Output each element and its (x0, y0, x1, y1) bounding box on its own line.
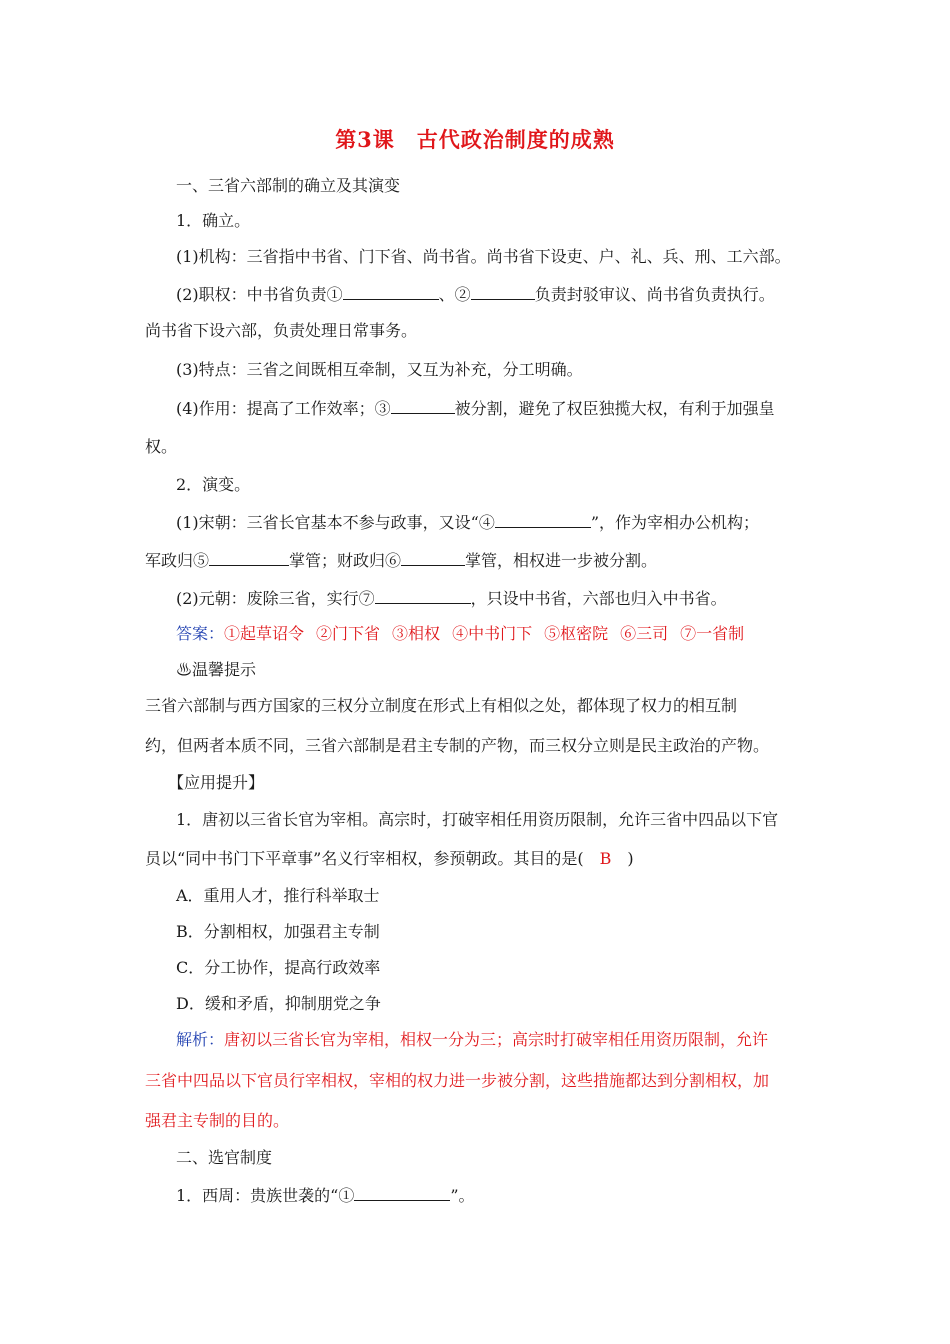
item1-features: (3)特点：三省之间既相互牵制，又互为补充，分工明确。 (176, 360, 583, 379)
item2-song-cont (145, 550, 657, 571)
song-text-c: 军政归⑤ (145, 551, 210, 570)
blank-8 (354, 1185, 450, 1201)
answer-item: ①起草诏令 (224, 624, 305, 643)
answer-item: ③相权 (392, 624, 441, 643)
answer-item: ⑤枢密院 (544, 624, 609, 643)
question1-stem: 员以“同中书门下平章事”名义行宰相权，参预朝政。其目的是( (145, 849, 584, 868)
answer-line (176, 624, 744, 644)
analysis-line2: 三省中四品以下官员行宰相权，宰相的权力进一步被分割，这些措施都达到分割相权，加 (145, 1071, 770, 1090)
xizhou-text-a: 1．西周：贵族世袭的“① (176, 1186, 355, 1205)
option-b: B．分割相权，加强君主专制 (176, 922, 380, 941)
section2-heading: 二、选官制度 (176, 1148, 273, 1167)
answer-label: 答案： (176, 624, 225, 643)
apply-heading: 【应用提升】 (168, 773, 265, 792)
tip-text-line2: 约，但两者本质不同，三省六部制是君主专制的产物，而三权分立则是民主政治的产物。 (145, 736, 770, 755)
item1-effect (176, 398, 775, 419)
section1-heading: 一、三省六部制的确立及其演变 (176, 176, 401, 195)
yuan-text-a: (2)元朝：废除三省，实行⑦ (176, 589, 375, 608)
blank-2 (471, 284, 535, 300)
section1-item2: 2．演变。 (176, 475, 251, 494)
option-c: C．分工协作，提高行政效率 (176, 958, 381, 977)
item1-duties (176, 284, 775, 305)
analysis-label: 解析： (176, 1030, 225, 1049)
blank-1 (343, 284, 439, 300)
question1-line1: 1．唐初以三省长官为宰相。高宗时，打破宰相任用资历限制，允许三省中四品以下官 (176, 810, 779, 829)
question1-paren: ) (627, 849, 634, 868)
option-d: D．缓和矛盾，抑制朋党之争 (176, 994, 381, 1013)
answer-item: ⑦一省制 (680, 624, 745, 643)
item1-duties-cont: 尚书省下设六部，负责处理日常事务。 (145, 321, 418, 340)
yuan-text-b: ，只设中书省，六部也归入中书省。 (470, 589, 727, 608)
item1-effect-cont: 权。 (145, 437, 178, 456)
blank-3 (391, 398, 455, 414)
analysis-line3: 强君主专制的目的。 (145, 1111, 290, 1130)
section2-item1 (176, 1185, 475, 1206)
item1-organization: (1)机构：三省指中书省、门下省、尚书省。尚书省下设吏、户、礼、兵、刑、工六部。 (176, 247, 791, 266)
analysis-line1 (176, 1030, 768, 1050)
duties-text-a: (2)职权：中书省负责① (176, 285, 343, 304)
answer-item: ④中书门下 (452, 624, 533, 643)
answer-item: ⑥三司 (620, 624, 669, 643)
question1-line2 (145, 849, 634, 869)
analysis-text: 唐初以三省长官为宰相，相权一分为三；高宗时打破宰相任用资历限制，允许 (224, 1030, 769, 1049)
item2-yuan (176, 588, 727, 609)
song-text-a: (1)宋朝：三省长官基本不参与政事，又设“④ (176, 513, 495, 532)
question1-answer: B (599, 849, 612, 868)
effect-text-b: 被分割，避免了权臣独揽大权，有利于加强皇 (454, 399, 775, 418)
section1-item1: 1．确立。 (176, 211, 251, 230)
tip-heading: ♨温馨提示 (176, 660, 257, 679)
song-text-b: ”，作为宰相办公机构； (590, 513, 760, 532)
blank-7 (375, 588, 471, 604)
xizhou-text-b: ”。 (450, 1186, 475, 1205)
page-title: 第3课 古代政治制度的成熟 (335, 127, 615, 152)
effect-text-a: (4)作用：提高了工作效率；③ (176, 399, 391, 418)
item2-song (176, 512, 759, 533)
song-text-e: 掌管，相权进一步被分割。 (465, 551, 658, 570)
blank-4 (495, 512, 591, 528)
blank-5 (209, 550, 289, 566)
duties-text-b: 、② (438, 285, 471, 304)
tip-text-line1: 三省六部制与西方国家的三权分立制度在形式上有相似之处，都体现了权力的相互制 (145, 696, 738, 715)
blank-6 (401, 550, 465, 566)
answer-item: ②门下省 (316, 624, 381, 643)
duties-text-c: 负责封驳审议、尚书省负责执行。 (534, 285, 775, 304)
song-text-d: 掌管；财政归⑥ (289, 551, 402, 570)
option-a: A．重用人才，推行科举取士 (176, 886, 380, 905)
